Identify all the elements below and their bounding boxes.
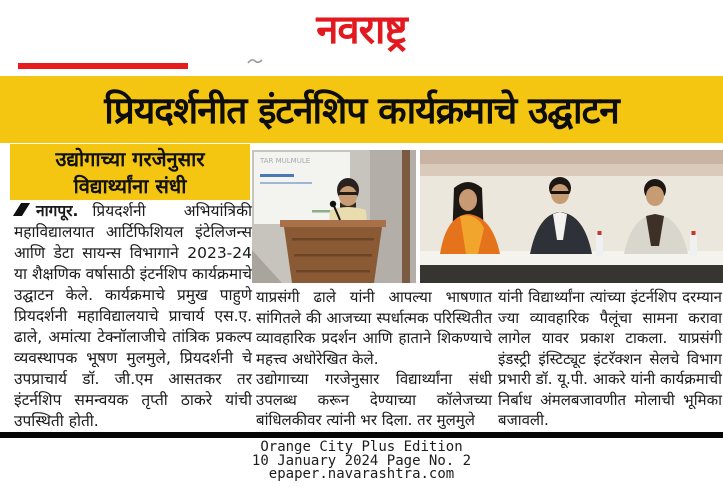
glasses-icon — [551, 191, 569, 194]
dateline-flag-icon — [13, 203, 30, 216]
article-subheading — [10, 144, 250, 200]
dais-front-dark — [420, 262, 723, 283]
newspaper-masthead: नवराष्ट्र — [316, 7, 407, 53]
screen-caption-text: TAR MULMULE — [260, 157, 311, 165]
curtain-edge — [402, 150, 410, 283]
water-bottle — [596, 231, 603, 256]
glasses-icon — [339, 192, 357, 195]
dateline: नागपूर. — [36, 202, 79, 220]
subheading-line-1: उद्योगाच्या गरजेनुसार — [55, 147, 205, 171]
body-text-right: यांनी विद्यार्थ्यांना त्यांच्या इंटर्नशिप दरम्यान ज्या व्यावहारिक पैलूंचा सामना करावा लागेल यावर प्रकाश टाकला. याप्रसंगी इंडस्ट्री इंस्टिट्यूट इंटरॅक्शन सेलचे विभाग प्रभारी डॉ. यू.पी. आकरे यांनी कार्यक्रमाची निर्बाध अंमलबजावणीत मोलाची भूमिका बजावली. — [498, 288, 722, 429]
body-text-middle-1: याप्रसंगी ढाले यांनी आपल्या भाषणात सांगितले की आजच्या स्पर्धात्मक परिस्थितीत व्यावहारिक प्रदर्शन आणि हाताने शिकण्याचे महत्त्व अधोरेखित केले. — [256, 288, 492, 368]
body-text-middle-2: उद्योगाच्या गरजेनुसार विद्यार्थ्यांना संधी उपलब्ध करून देण्याच्या कॉलेजच्या बांधिलकीवर त्यांनी भर दिला. तर मुलमुले — [256, 370, 492, 429]
photo-speaker-at-podium — [252, 150, 416, 283]
bottom-divider-bar — [0, 432, 723, 438]
body-text-left: प्रियदर्शनी अभियांत्रिकी महाविद्यालयात आर्टिफिशियल इंटेलिजन्स आणि डेटा सायन्स विभागाने 2023-24 या शैक्षणिक वर्षासाठी इंटर्नशिप कार्यक्रमाचे उद्घाटन केले. कार्यक्रमाचे प्रमुख पाहुणे प्रियदर्शनी महाविद्यालयाचे प्राचार्य एस.ए. ढाले, अमांत्या टेक्नॉलाजीचे तांत्रिक प्रकल्प व्यवस्थापक भूषण मुलमुले, प्रियदर्शनी चे उपप्राचार्य डॉ. जी.एम आसतकर तर इंटर्नशिप समन्वयक तृप्ती ठाकरे यांची उपस्थिती होती. — [14, 202, 252, 430]
print-smudge-mark — [246, 55, 264, 67]
article-headline: प्रियदर्शनीत इंटर्नशिप कार्यक्रमाचे उद्घाटन — [104, 89, 619, 132]
water-bottle — [690, 231, 697, 256]
speaker-photo-scene — [252, 150, 416, 283]
footer-edition: Orange City Plus Edition — [260, 439, 463, 455]
epaper-footer — [0, 441, 723, 482]
article-body-right-column — [498, 287, 722, 433]
footer-date-page: 10 January 2024 Page No. 2 — [251, 452, 472, 469]
photo-dais-panel — [420, 150, 723, 283]
event-photo-strip — [252, 150, 723, 283]
dais-photo-scene — [420, 150, 723, 283]
masthead-red-rule — [18, 63, 188, 69]
subheading-line-2: विद्यार्थ्यांना संधी — [73, 174, 187, 198]
article-body-left-column — [14, 201, 252, 432]
article-body-middle-column — [256, 287, 492, 433]
footer-url: epaper.navarashtra.com — [268, 466, 455, 482]
